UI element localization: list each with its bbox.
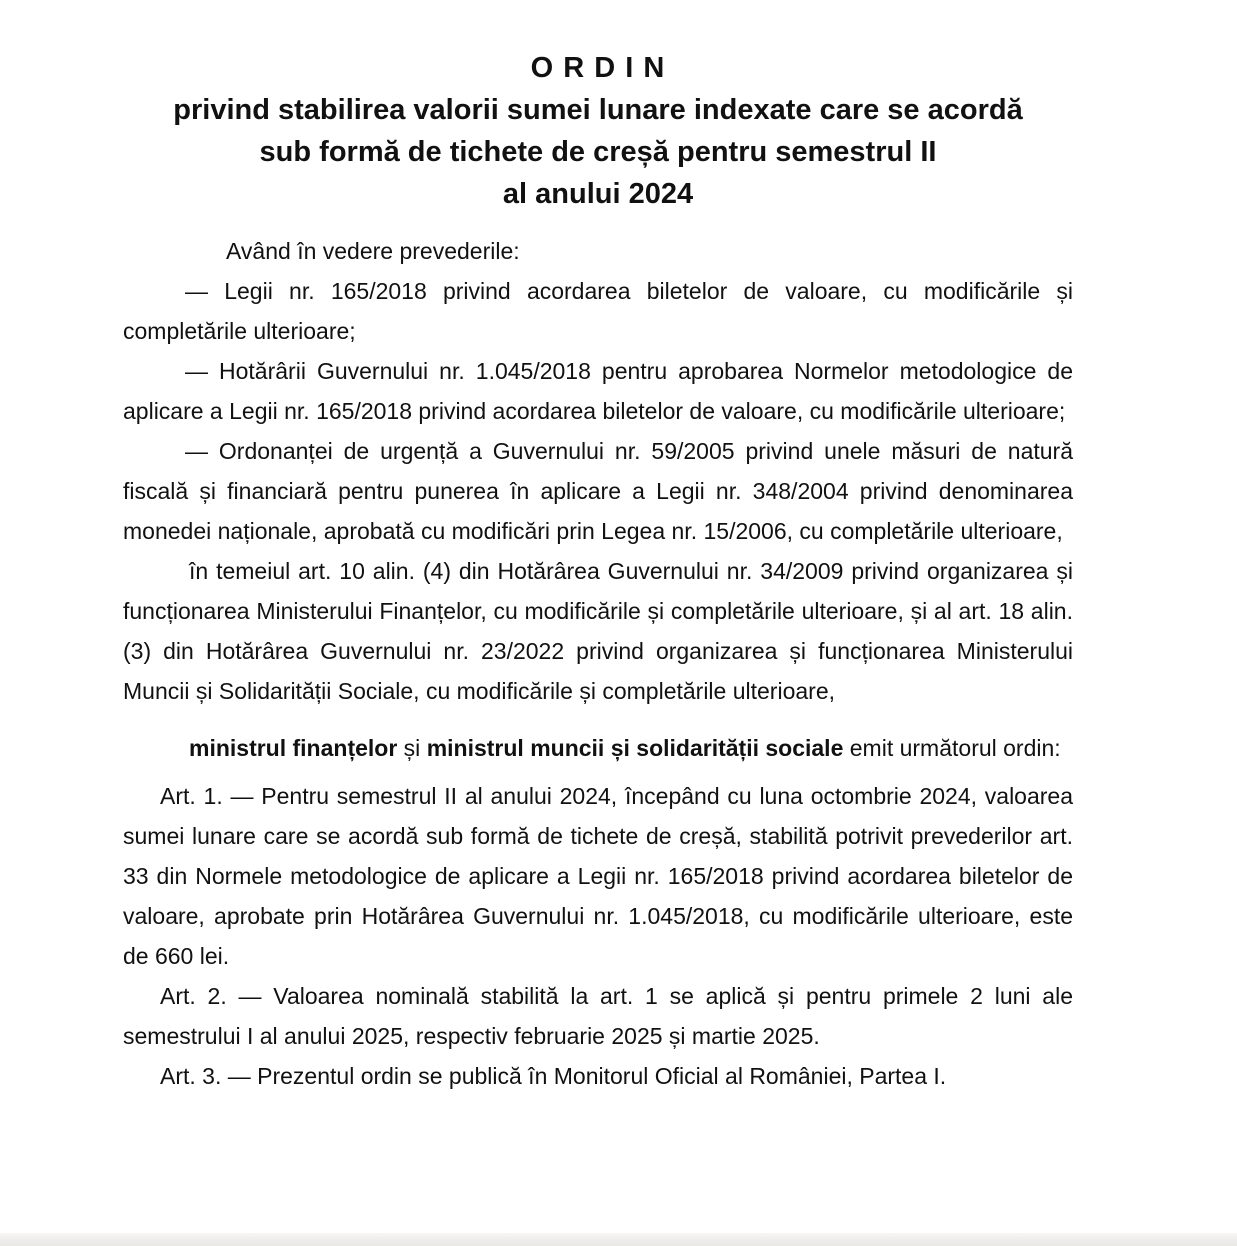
order-body (123, 231, 1073, 1096)
formula-text: emit următorul ordin: (843, 735, 1061, 761)
minister-title-text: ministrul finanțelor (189, 735, 398, 761)
order-subtitle-line-3: al anului 2024 (502, 178, 694, 210)
order-title-heading: O R D I N (530, 52, 666, 84)
minister-title-text: ministrul muncii și solidarității sociale (426, 735, 844, 761)
preamble-item-3: — Ordonanței de urgență a Guvernului nr. 59/2005 privind unele măsuri de natură fiscală și financiară pentru punerea în aplicare a Legii nr. 348/2004 privind denominarea monedei naționale, aprobată cu modificări prin Legea nr. 15/2006, cu completările ulterioare, (123, 438, 1073, 544)
formula-text: și (397, 735, 427, 761)
legal-basis: în temeiul art. 10 alin. (4) din Hotărârea Guvernului nr. 34/2009 privind organizarea și funcționarea Ministerului Finanțelor, cu modificările și completările ulterioare, și al art. 18 alin. (3) din Hotărârea Guvernului nr. 23/2022 privind organizarea și funcționarea Ministerului Muncii și Solidarității Sociale, cu modificările și completările ulterioare, (123, 558, 1073, 704)
enacting-formula (123, 728, 1073, 768)
preamble-intro: Având în vedere prevederile: (226, 238, 520, 264)
order-subtitle-line-1: privind stabilirea valorii sumei lunare indexate care se acordă (173, 94, 1023, 126)
article-1: Art. 1. — Pentru semestrul II al anului 2024, începând cu luna octombrie 2024, valoarea sumei lunare care se acordă sub formă de tichete de creșă, stabilită potrivit prevederilor art. 33 din Normele metodologice de aplicare a Legii nr. 165/2018 privind acordarea biletelor de valoare, aprobate prin Hotărârea Guvernului nr. 1.045/2018, cu modificările ulterioare, este de 660 lei. (123, 783, 1073, 969)
order-subtitle-line-2: sub formă de tichete de creșă pentru semestrul II (259, 136, 937, 168)
order-title (123, 47, 1073, 215)
preamble-item-1: — Legii nr. 165/2018 privind acordarea biletelor de valoare, cu modificările și completările ulterioare; (123, 278, 1073, 344)
article-2: Art. 2. — Valoarea nominală stabilită la art. 1 se aplică și pentru primele 2 luni ale semestrului I al anului 2025, respectiv februarie 2025 și martie 2025. (123, 983, 1073, 1049)
article-3: Art. 3. — Prezentul ordin se publică în Monitorul Oficial al României, Partea I. (160, 1063, 947, 1089)
page-bottom-edge (0, 1233, 1237, 1246)
preamble-item-2: — Hotărârii Guvernului nr. 1.045/2018 pentru aprobarea Normelor metodologice de aplicare a Legii nr. 165/2018 privind acordarea biletelor de valoare, cu modificările ulterioare; (123, 358, 1073, 424)
